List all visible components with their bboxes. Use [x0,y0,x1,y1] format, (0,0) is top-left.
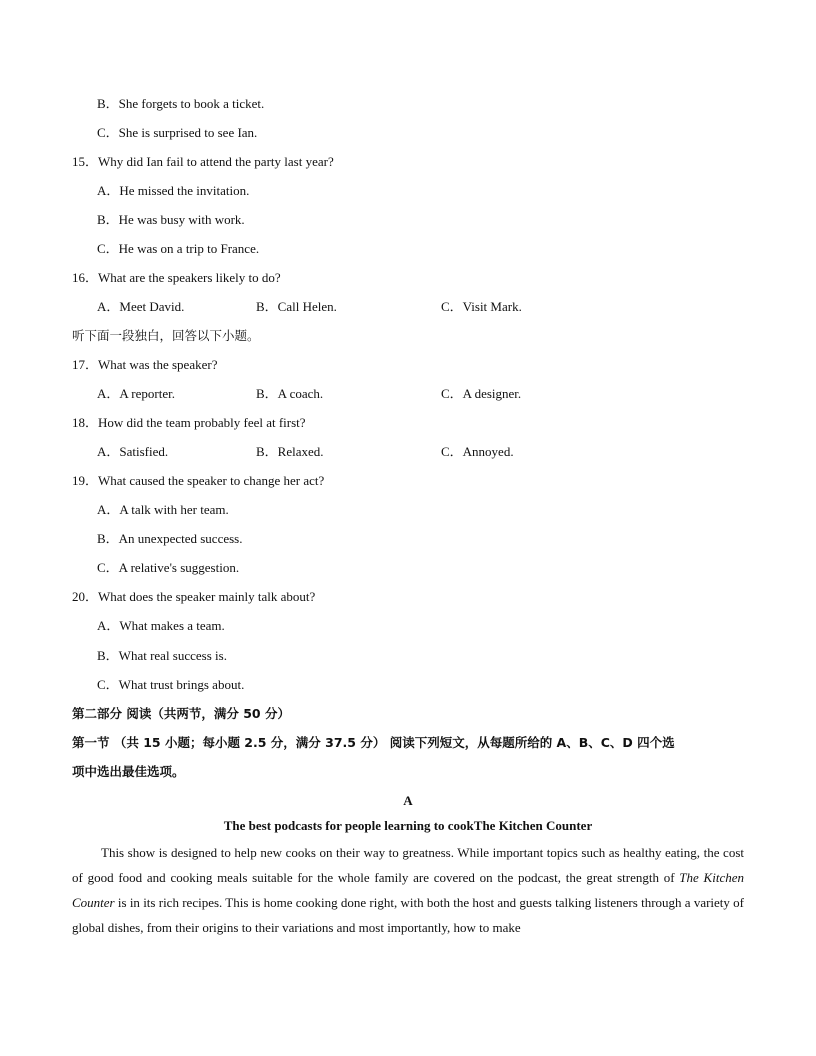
section-instruction-line2: 项中选出最佳选项。 [72,764,185,779]
passage-body [72,840,744,940]
option-17a: A．A reporter. [97,386,175,401]
passage-text-1: This show is designed to help new cooks on their way to greatness. While important topics such as healthy eating, the cost of good food and cooking meals suitable for the whole family are covered on the podcast, the great strength of [72,845,744,885]
section-instruction-line1: 第一节 （共 15 小题；每小题 2.5 分，满分 37.5 分） 阅读下列短文，从每题所给的 A、B、C、D 四个选 [72,735,675,750]
option-16b: B．Call Helen. [256,299,337,314]
option-14c: C．She is surprised to see Ian. [97,125,258,140]
passage-text-2: is in its rich recipes. This is home cooking done right, with both the host and guests talking listeners through a variety of global dishes, from their origins to their variations and most importantly, how to make [72,895,744,935]
options-row-18 [97,444,737,460]
question-17: 17．What was the speaker? [72,357,218,372]
question-15: 15．Why did Ian fail to attend the party last year? [72,154,334,169]
podcast-name: The Kitchen Counter [72,870,744,910]
option-14b: B．She forgets to book a ticket. [97,96,265,111]
question-19: 19．What caused the speaker to change her act? [72,473,325,488]
option-19b: B．An unexpected success. [97,531,243,546]
options-row-17 [97,386,737,402]
option-18b: B．Relaxed. [256,444,324,459]
option-18c: C．Annoyed. [441,444,514,459]
option-20a: A．What makes a team. [97,618,225,633]
option-16c: C．Visit Mark. [441,299,522,314]
question-18: 18．How did the team probably feel at first? [72,415,306,430]
question-16: 16．What are the speakers likely to do? [72,270,281,285]
options-row-16 [97,299,737,315]
passage-letter: A [403,793,413,808]
passage-paragraph [72,840,744,940]
option-19a: A．A talk with her team. [97,502,229,517]
option-19c: C．A relative's suggestion. [97,560,240,575]
option-17c: C．A designer. [441,386,522,401]
option-20b: B．What real success is. [97,648,227,663]
option-15b: B．He was busy with work. [97,212,245,227]
question-20: 20．What does the speaker mainly talk about? [72,589,316,604]
option-15c: C．He was on a trip to France. [97,241,260,256]
monologue-instruction: 听下面一段独白，回答以下小题。 [72,328,260,343]
option-20c: C．What trust brings about. [97,677,245,692]
option-15a: A．He missed the invitation. [97,183,250,198]
option-16a: A．Meet David. [97,299,185,314]
option-18a: A．Satisfied. [97,444,169,459]
part-heading: 第二部分 阅读（共两节，满分 50 分） [72,706,290,721]
option-17b: B．A coach. [256,386,324,401]
passage-title: The best podcasts for people learning to cookThe Kitchen Counter [223,818,593,833]
